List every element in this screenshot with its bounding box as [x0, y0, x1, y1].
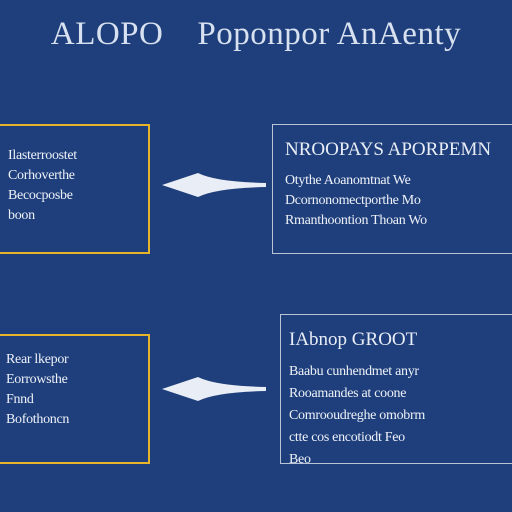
right-box-bottom [280, 314, 512, 464]
box-text-line: Dcornonomectporthe Mo [285, 193, 421, 208]
title-left: ALOPO [50, 16, 164, 52]
box-text-line: ctte cos encotiodt Feo [289, 430, 405, 445]
box-text-line: Ilasterroostet [8, 148, 77, 163]
left-box-top [0, 124, 150, 254]
box-text-line: Bofothoncn [6, 412, 70, 427]
box-text-line: Baabu cunhendmet anyr [289, 364, 419, 379]
left-box-bottom [0, 334, 150, 464]
box-heading: NROOPAYS APORPEMN [285, 139, 492, 160]
box-text-line: Rmanthoontion Thoan Wo [285, 213, 427, 228]
title-right: Poponpor AnAenty [197, 16, 462, 52]
box-text-line: Beo [289, 452, 311, 464]
right-box-top [272, 124, 512, 254]
box-text-line: Eorrowsthe [6, 372, 68, 387]
box-text-line: Fnnd [6, 392, 34, 407]
box-text-line: Comrooudreghe omobrm [289, 408, 425, 423]
left-arrow-icon [160, 170, 268, 200]
box-text-line: Corhoverthe [8, 168, 75, 183]
box-text-line: boon [8, 208, 35, 223]
box-text-line: Becocposbe [8, 188, 73, 203]
diagram-title [0, 16, 512, 53]
box-text-line: Rooamandes at coone [289, 386, 407, 401]
box-text-line: Otythe Aoanomtnat We [285, 173, 411, 188]
left-arrow-icon [160, 374, 268, 404]
box-heading: IAbnop GROOT [289, 329, 418, 350]
box-text-line: Rear lkepor [6, 352, 69, 367]
